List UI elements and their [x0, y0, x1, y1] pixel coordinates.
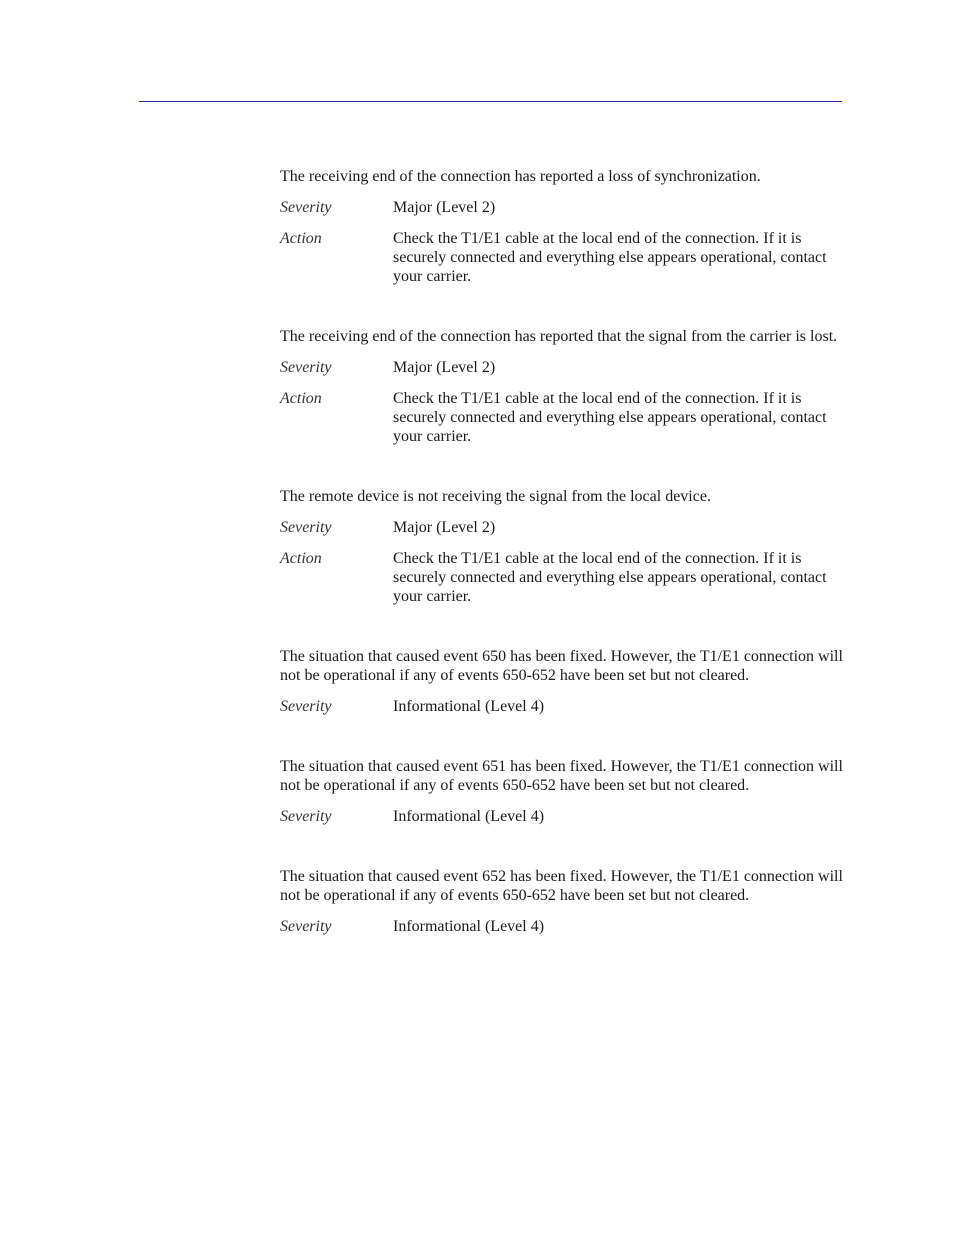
event-description: The receiving end of the connection has reported that the signal from the carrier is lost. [280, 328, 838, 345]
event-entry [280, 647, 845, 716]
event-entry [280, 327, 845, 446]
severity-row [280, 198, 845, 217]
action-row [280, 389, 845, 446]
action-label: Action [280, 550, 322, 567]
severity-label: Severity [280, 918, 332, 935]
severity-value: Major (Level 2) [393, 519, 496, 536]
event-entry [280, 487, 845, 606]
severity-value: Informational (Level 4) [393, 698, 545, 715]
event-entry [280, 167, 845, 286]
severity-label: Severity [280, 698, 332, 715]
severity-label: Severity [280, 519, 332, 536]
severity-value: Informational (Level 4) [393, 808, 545, 825]
event-description: The situation that caused event 650 has been fixed. However, the T1/E1 connection will not be operational if any of events 650-652 have been set but not cleared. [280, 648, 843, 684]
severity-value: Major (Level 2) [393, 199, 496, 216]
severity-value: Major (Level 2) [393, 359, 496, 376]
event-description: The situation that caused event 651 has been fixed. However, the T1/E1 connection will not be operational if any of events 650-652 have been set but not cleared. [280, 758, 843, 794]
severity-row [280, 358, 845, 377]
event-entry [280, 757, 845, 826]
severity-value: Informational (Level 4) [393, 918, 545, 935]
severity-label: Severity [280, 808, 332, 825]
severity-label: Severity [280, 199, 332, 216]
severity-row [280, 518, 845, 537]
action-row [280, 549, 845, 606]
header-rule [139, 101, 842, 102]
event-entry [280, 867, 845, 936]
severity-label: Severity [280, 359, 332, 376]
severity-row [280, 697, 845, 716]
severity-row [280, 807, 845, 826]
event-description: The remote device is not receiving the signal from the local device. [280, 488, 711, 505]
action-value: Check the T1/E1 cable at the local end of the connection. If it is securely connected and everything else appears operational, contact your carrier. [393, 230, 827, 285]
action-value: Check the T1/E1 cable at the local end of the connection. If it is securely connected and everything else appears operational, contact your carrier. [393, 550, 827, 605]
action-label: Action [280, 390, 322, 407]
event-description: The receiving end of the connection has reported a loss of synchronization. [280, 168, 761, 185]
severity-row [280, 917, 845, 936]
event-list [280, 167, 845, 948]
action-row [280, 229, 845, 286]
action-value: Check the T1/E1 cable at the local end of the connection. If it is securely connected and everything else appears operational, contact your carrier. [393, 390, 827, 445]
event-description: The situation that caused event 652 has been fixed. However, the T1/E1 connection will not be operational if any of events 650-652 have been set but not cleared. [280, 868, 843, 904]
action-label: Action [280, 230, 322, 247]
